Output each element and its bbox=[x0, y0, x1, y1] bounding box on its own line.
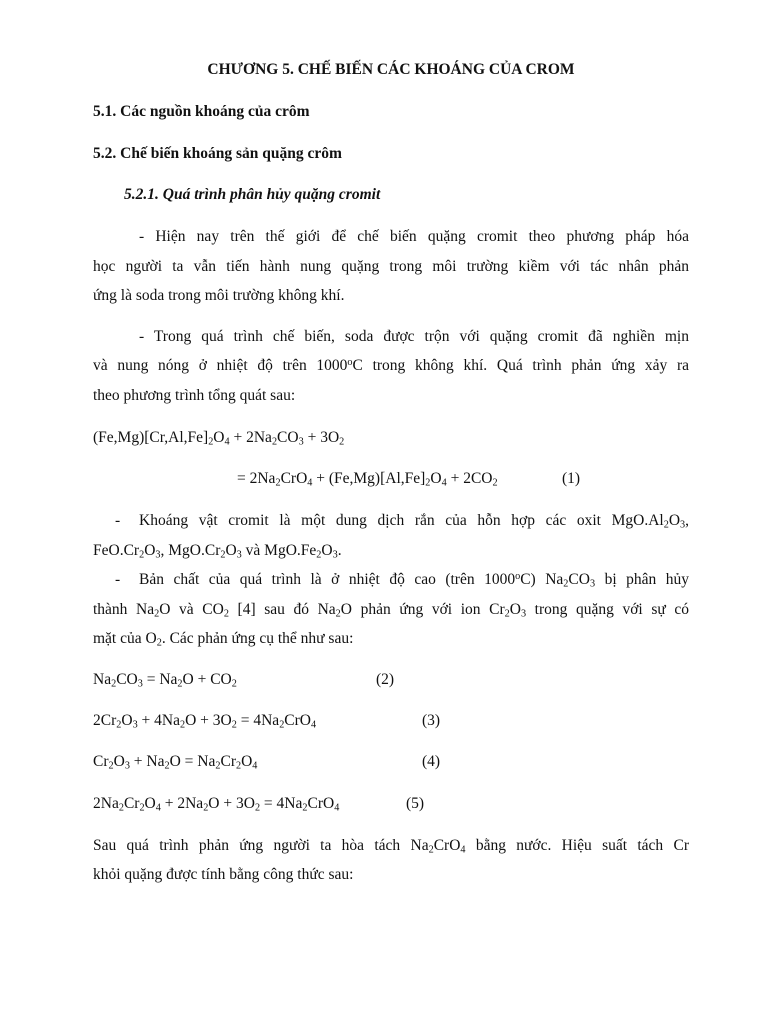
equation-3-number: (3) bbox=[422, 712, 441, 729]
final-paragraph-line-1: Sau quá trình phản ứng người ta hòa tách $Na_2CrO_4$ bằng nước. Hiệu suất tách Cr bbox=[93, 837, 689, 856]
paragraph-1-line-1: - Hiện nay trên thế giới để chế biến quặng cromit theo phương pháp hóa bbox=[139, 228, 689, 245]
paragraph-1-line-3: ứng là soda trong môi trường không khí. bbox=[93, 287, 345, 304]
paragraph-2-line-1: - Trong quá trình chế biến, soda được trộn với quặng cromit đã nghiền mịn bbox=[139, 328, 689, 345]
equation-5: $2Na_2Cr_2O_4 + 2Na_2O + 3O_2 = 4Na_2CrO_4$ bbox=[93, 795, 340, 814]
bullet-2-line-2: thành $Na_2O$ và $CO_2$ [4] sau đó $Na_2O$ phản ứng với ion $Cr_2O_3$ trong quặng với sự có bbox=[93, 601, 689, 620]
equation-1-products: = $2Na_2CrO_4 + (Fe,Mg)[Al,Fe]_2O_4 + 2CO_2$ bbox=[237, 470, 498, 489]
section-heading-5-2: 5.2. Chế biến khoáng sản quặng crôm bbox=[93, 145, 342, 162]
chapter-title: CHƯƠNG 5. CHẾ BIẾN CÁC KHOÁNG CỦA CROM bbox=[207, 61, 575, 78]
bullet-1-line-2: $FeO.Cr_2O_3$, $MgO.Cr_2O_3$ và $MgO.Fe_2O_3$. bbox=[93, 542, 342, 561]
bullet-2-line-3: mặt của $O_2$. Các phản ứng cụ thể như sau: bbox=[93, 630, 354, 649]
equation-4: $Cr_2O_3 + Na_2O = Na_2Cr_2O_4$ bbox=[93, 753, 258, 772]
equation-5-number: (5) bbox=[406, 795, 425, 812]
paragraph-2-line-2: và nung nóng ở nhiệt độ trên 1000$^o$C trong không khí. Quá trình phản ứng xảy ra bbox=[93, 356, 689, 374]
bullet-1-marker: - bbox=[115, 512, 121, 529]
subsection-heading-5-2-1: 5.2.1. Quá trình phân hủy quặng cromit bbox=[124, 186, 381, 203]
equation-4-number: (4) bbox=[422, 753, 441, 770]
final-paragraph-line-2: khỏi quặng được tính bằng công thức sau: bbox=[93, 866, 354, 883]
bullet-1-line-1: Khoáng vật cromit là một dung dịch rắn của hỗn hợp các oxit $MgO.Al_2O_3$, bbox=[139, 512, 689, 531]
equation-3: $2Cr_2O_3 + 4Na_2O + 3O_2 = 4Na_2CrO_4$ bbox=[93, 712, 317, 731]
bullet-2-line-1: Bản chất của quá trình là ở nhiệt độ cao (trên 1000$^o$C) $Na_2CO_3$ bị phân hủy bbox=[139, 570, 690, 590]
equation-1-number: (1) bbox=[562, 470, 581, 487]
paragraph-2-line-3: theo phương trình tổng quát sau: bbox=[93, 387, 296, 404]
section-heading-5-1: 5.1. Các nguồn khoáng của crôm bbox=[93, 103, 310, 120]
bullet-2-marker: - bbox=[115, 571, 121, 588]
equation-1-reactants: $(Fe,Mg)[Cr,Al,Fe]_2O_4 + 2Na_2CO_3 + 3O_2$ bbox=[93, 429, 345, 448]
paragraph-1-line-2: học người ta vẫn tiến hành nung quặng trong môi trường kiềm với tác nhân phản bbox=[93, 258, 689, 275]
equation-2: $Na_2CO_3 = Na_2O + CO_2$ bbox=[93, 671, 237, 690]
equation-2-number: (2) bbox=[376, 671, 395, 688]
